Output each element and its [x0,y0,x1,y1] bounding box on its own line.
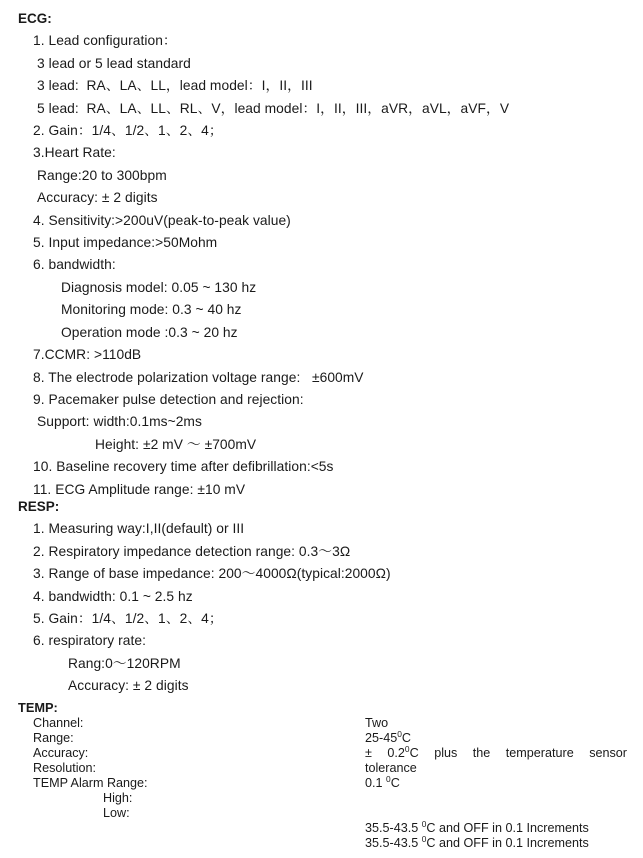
spec-line: 6. respiratory rate: [33,633,146,649]
spec-line: 5. Gain：1/4、1/2、1、2、4； [33,611,223,627]
temp-row [0,806,643,835]
degree-symbol: 0 [397,729,402,739]
temp-row-value [365,746,627,761]
spec-line: Height: ±2 mV 〜 ±700mV [95,436,257,452]
temp-section-heading: TEMP: [18,700,58,715]
temp-row-label: Resolution: [33,761,97,775]
spec-line: 3. Range of base impedance: 200〜4000Ω(typical:2000Ω) [33,566,391,582]
spec-line: Monitoring mode: 0.3 ~ 40 hz [61,302,242,318]
temp-row-label: Accuracy: [33,746,89,760]
temp-value-number: 0.1 [365,776,387,790]
degree-symbol: 0 [421,819,427,829]
temp-row-value: tolerance [365,761,417,775]
temp-row [0,776,643,791]
spec-line: 2. Gain：1/4、1/2、1、2、4； [33,123,223,139]
temp-row-value: Two [365,716,389,730]
temp-row-label: High: [103,791,133,805]
temp-value-unit: C [390,776,400,790]
temp-value-unit: C and OFF in 0.1 Increments [426,821,589,835]
spec-line: 1. Measuring way:I,II(default) or III [33,521,245,537]
resp-section [0,496,643,698]
temp-value-number: 35.5-43.5 [365,821,422,835]
degree-symbol: 0 [404,744,410,754]
ecg-section [0,8,643,501]
temp-value-number: 35.5-43.5 [365,836,422,850]
temp-spec-table [0,716,643,850]
temp-row-label: Range: [33,731,74,745]
temp-row-value [365,836,627,851]
ecg-section-heading: ECG: [18,11,52,26]
spec-line: 4. Sensitivity:>200uV(peak-to-peak value) [33,212,291,228]
spec-line: 9. Pacemaker pulse detection and rejection: [33,391,304,407]
spec-line: 5 lead: RA、LA、LL、RL、V，lead model：I，II，III，aVR，aVL，aVF，V [37,100,510,116]
temp-row-label: Low: [103,806,130,820]
temp-value-unit: C [401,731,411,745]
temp-row [0,791,643,806]
temp-value-number: 25-45 [365,731,398,745]
temp-value-number: ± 0.2 [365,746,405,760]
temp-row [0,821,643,850]
temp-value-unit: C and OFF in 0.1 Increments [426,836,589,850]
spec-line: 3.Heart Rate: [33,145,116,161]
temp-row-value [365,776,627,791]
spec-line: 5. Input impedance:>50Mohm [33,235,218,251]
temp-row [0,716,643,731]
spec-line: 3 lead: RA、LA、LL，lead model：I，II，III [37,78,313,94]
spec-line: 1. Lead configuration： [33,33,177,49]
spec-line: 7.CCMR: >110dB [33,347,142,363]
spec-line: 4. bandwidth: 0.1 ~ 2.5 hz [33,588,193,604]
spec-line: 3 lead or 5 lead standard [37,55,191,71]
spec-line: 2. Respiratory impedance detection range: 0.3〜3Ω [33,543,351,559]
spec-line: 11. ECG Amplitude range: ±10 mV [33,481,246,497]
spec-line: Operation mode :0.3 ~ 20 hz [61,324,238,340]
resp-section-heading: RESP: [18,499,60,514]
spec-line: Diagnosis model: 0.05 ~ 130 hz [61,279,257,295]
degree-symbol: 0 [421,834,427,844]
temp-row [0,731,643,746]
temp-row [0,761,643,776]
spec-line: Accuracy: ± 2 digits [68,678,189,694]
spec-line: Range:20 to 300bpm [37,167,167,183]
temp-row [0,746,643,761]
spec-line: 6. bandwidth: [33,257,116,273]
degree-symbol: 0 [386,774,391,784]
spec-line: Support: width:0.1ms~2ms [37,414,202,430]
resp-spec-list [0,518,643,697]
spec-line: Rang:0〜120RPM [68,655,181,671]
spec-line: 8. The electrode polarization voltage range: ±600mV [33,369,364,385]
temp-value-unit: C plus the temperature sensor [409,746,627,760]
spec-line: 10. Baseline recovery time after defibrillation:<5s [33,459,334,475]
temp-section [0,700,643,850]
ecg-spec-list [0,30,643,501]
temp-row-label: TEMP Alarm Range: [33,776,148,790]
temp-row-label: Channel: [33,716,84,730]
spec-line: Accuracy: ± 2 digits [37,190,158,206]
